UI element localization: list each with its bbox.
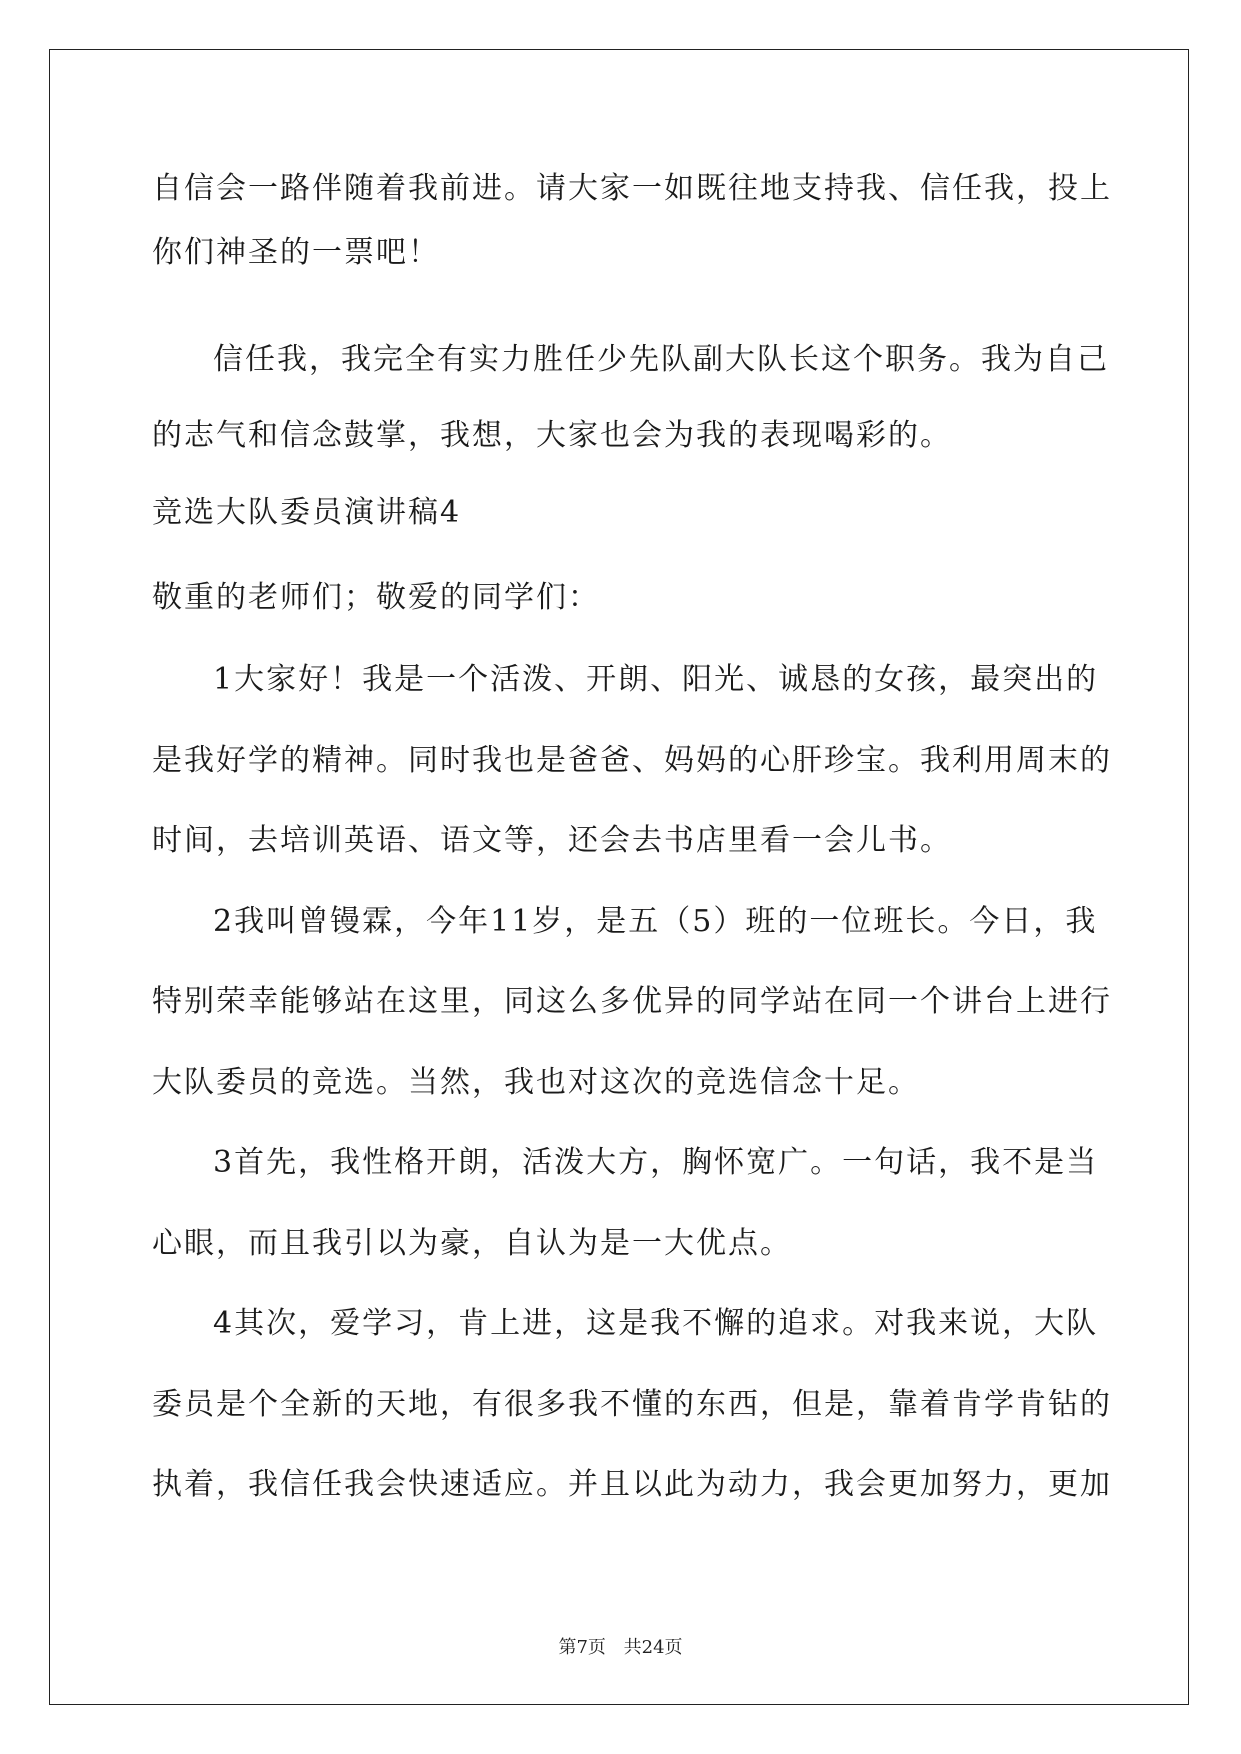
body-line-9: 时间，去培训英语、语文等，还会去书店里看一会儿书。 xyxy=(152,823,952,858)
body-line-16: 委员是个全新的天地，有很多我不懂的东西，但是，靠着肯学肯钻的 xyxy=(152,1387,1112,1422)
body-line-4: 的志气和信念鼓掌，我想，大家也会为我的表现喝彩的。 xyxy=(152,418,952,453)
body-line-14: 心眼，而且我引以为豪，自认为是一大优点。 xyxy=(152,1226,792,1261)
body-line-2: 你们神圣的一票吧！ xyxy=(152,235,440,270)
page-number: 第7页 xyxy=(558,1637,606,1658)
body-line-11: 特别荣幸能够站在这里，同这么多优异的同学站在同一个讲台上进行 xyxy=(152,984,1112,1019)
body-line-7: 1大家好！我是一个活泼、开朗、阳光、诚恳的女孩，最突出的 xyxy=(213,662,1099,697)
body-line-15: 4其次，爱学习，肯上进，这是我不懈的追求。对我来说，大队 xyxy=(213,1306,1099,1341)
page-border xyxy=(49,49,1189,1705)
section-heading: 竞选大队委员演讲稿4 xyxy=(152,495,462,530)
body-line-3: 信任我，我完全有实力胜任少先队副大队长这个职务。我为自己 xyxy=(213,342,1109,377)
body-line-13: 3首先，我性格开朗，活泼大方，胸怀宽广。一句话，我不是当 xyxy=(213,1145,1099,1180)
body-line-12: 大队委员的竞选。当然，我也对这次的竞选信念十足。 xyxy=(152,1065,920,1100)
page-footer xyxy=(0,1637,1241,1659)
page-total: 共24页 xyxy=(623,1637,683,1658)
body-line-10: 2我叫曾镘霖，今年11岁，是五（5）班的一位班长。今日，我 xyxy=(213,904,1098,939)
body-line-8: 是我好学的精神。同时我也是爸爸、妈妈的心肝珍宝。我利用周末的 xyxy=(152,743,1112,778)
body-line-1: 自信会一路伴随着我前进。请大家一如既往地支持我、信任我，投上 xyxy=(152,171,1112,206)
body-line-17: 执着，我信任我会快速适应。并且以此为动力，我会更加努力，更加 xyxy=(152,1467,1112,1502)
salutation: 敬重的老师们；敬爱的同学们： xyxy=(152,580,600,615)
